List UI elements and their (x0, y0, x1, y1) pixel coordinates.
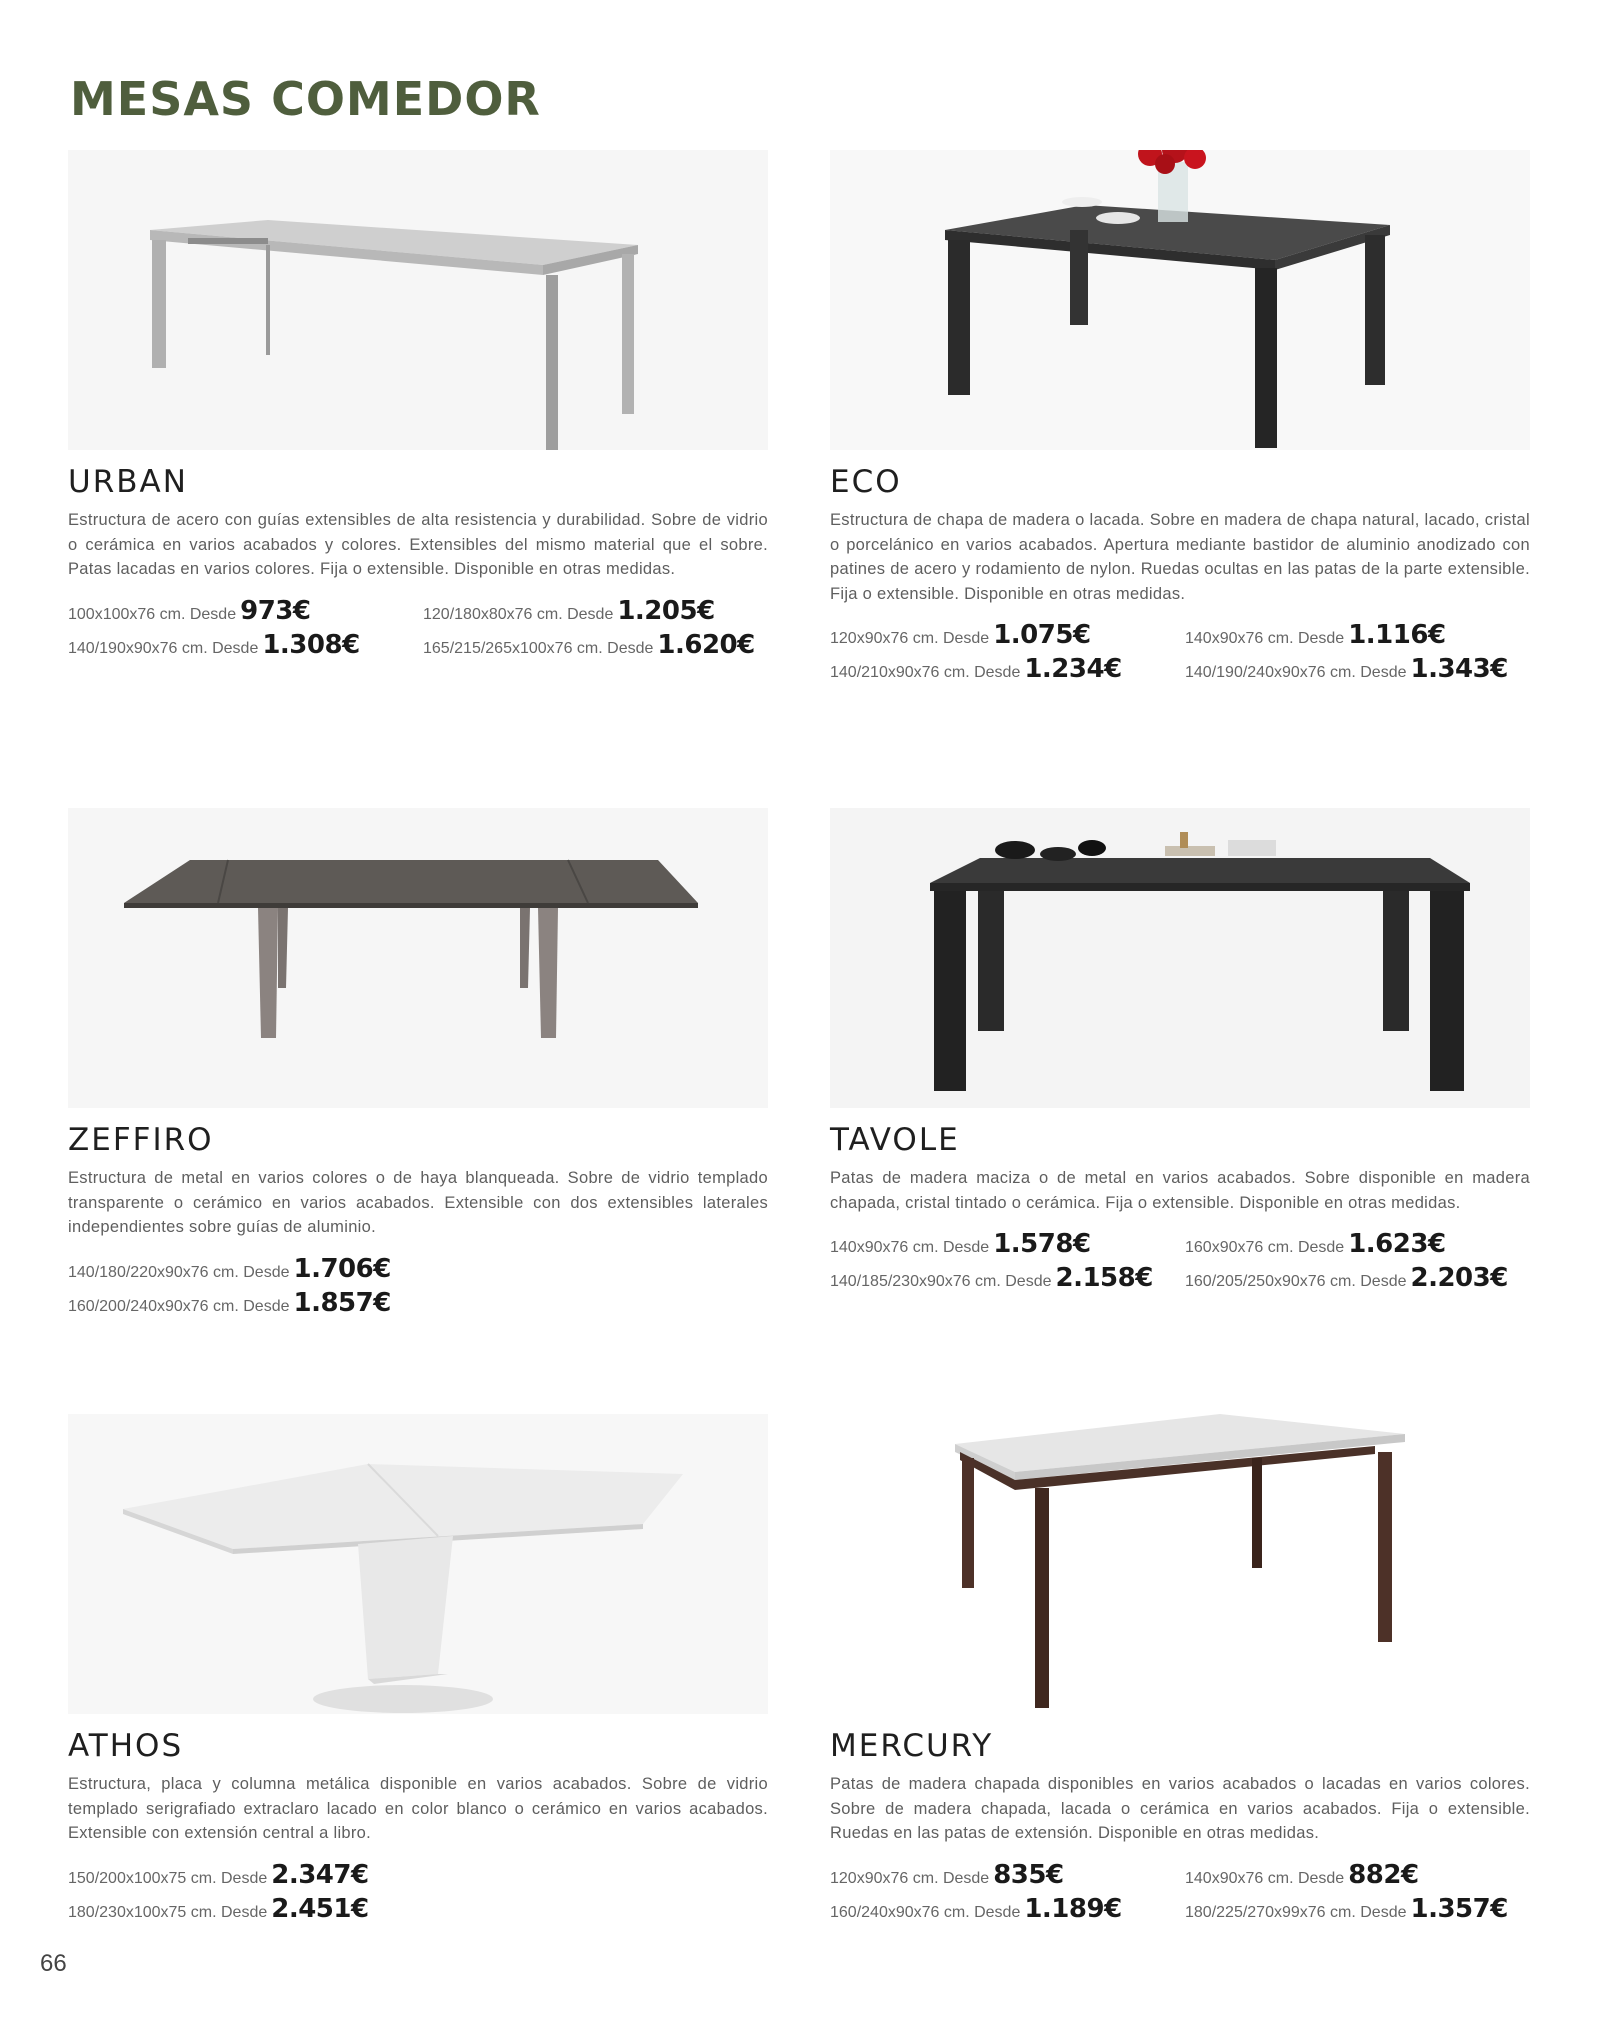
product-name: ECO (830, 464, 902, 500)
price-item: 120x90x76 cm. Desde 1.075€ (830, 620, 1091, 650)
price-amount: 1.205€ (617, 595, 715, 626)
mercury-table-image (830, 1414, 1530, 1714)
price-item: 160/240x90x76 cm. Desde 1.189€ (830, 1893, 1122, 1924)
price-item: 160/205/250x90x76 cm. Desde 2.203€ (1185, 1263, 1508, 1293)
price-item: 140/190x90x76 cm. Desde 1.308€ (68, 629, 360, 660)
product-athos[interactable] (68, 1414, 768, 1924)
price-amount: 1.857€ (293, 1287, 391, 1318)
price-list (68, 1860, 768, 1924)
price-item: 180/230x100x75 cm. Desde 2.451€ (68, 1893, 369, 1924)
product-mercury[interactable] (830, 1414, 1530, 1924)
price-item: 140/190/240x90x76 cm. Desde 1.343€ (1185, 654, 1508, 684)
product-eco[interactable] (830, 150, 1530, 684)
price-amount: 973€ (240, 595, 311, 626)
product-urban[interactable] (68, 150, 768, 660)
price-amount: 2.203€ (1410, 1263, 1508, 1293)
price-amount: 1.343€ (1410, 654, 1508, 684)
price-amount: 2.451€ (271, 1893, 369, 1924)
price-amount: 1.357€ (1410, 1893, 1508, 1924)
price-amount: 1.578€ (993, 1229, 1091, 1259)
athos-table-image (68, 1414, 768, 1714)
price-list (830, 620, 1530, 684)
product-description: Patas de madera maciza o de metal en varios acabados. Sobre disponible en madera chapada, cristal tintado o cerámica. Fija o extensible. Disponible en otras medidas. (830, 1169, 1530, 1212)
price-amount: 1.189€ (1024, 1893, 1122, 1924)
price-amount: 835€ (993, 1859, 1064, 1890)
price-item: 140/180/220x90x76 cm. Desde 1.706€ (68, 1253, 391, 1284)
price-amount: 1.620€ (657, 629, 755, 660)
page-title: MESAS COMEDOR (70, 72, 541, 126)
price-list (68, 1254, 768, 1318)
price-amount: 882€ (1348, 1859, 1419, 1890)
product-tavole[interactable] (830, 808, 1530, 1293)
tavole-table-image (830, 808, 1530, 1108)
price-amount: 2.158€ (1055, 1263, 1153, 1293)
product-name: ZEFFIRO (68, 1122, 214, 1158)
price-item: 140x90x76 cm. Desde 1.116€ (1185, 620, 1446, 650)
price-amount: 1.075€ (993, 620, 1091, 650)
page-number: 66 (40, 1950, 67, 1977)
price-list (68, 596, 768, 660)
price-amount: 1.706€ (293, 1253, 391, 1284)
price-amount: 1.116€ (1348, 620, 1446, 650)
price-list (830, 1860, 1530, 1924)
price-item: 160x90x76 cm. Desde 1.623€ (1185, 1229, 1446, 1259)
price-list (830, 1229, 1530, 1293)
price-item: 120x90x76 cm. Desde 835€ (830, 1859, 1064, 1890)
price-amount: 1.234€ (1024, 654, 1122, 684)
price-item: 140x90x76 cm. Desde 882€ (1185, 1859, 1419, 1890)
price-amount: 1.308€ (262, 629, 360, 660)
zeffiro-table-image (68, 808, 768, 1108)
price-item: 165/215/265x100x76 cm. Desde 1.620€ (423, 629, 755, 660)
product-name: TAVOLE (830, 1122, 960, 1158)
product-zeffiro[interactable] (68, 808, 768, 1318)
price-amount: 1.623€ (1348, 1229, 1446, 1259)
product-name: MERCURY (830, 1728, 994, 1764)
urban-table-image (68, 150, 768, 450)
price-item: 160/200/240x90x76 cm. Desde 1.857€ (68, 1287, 391, 1318)
product-description: Estructura de chapa de madera o lacada. Sobre en madera de chapa natural, lacado, cristal o porcelánico en varios acabados. Apertura mediante bastidor de aluminio anodizado con patines de acero y rodamiento de nylon. Ruedas ocultas en las patas de la parte extensible. Fija o extensible. Disponible en otras medidas. (830, 511, 1530, 603)
price-item: 140/210x90x76 cm. Desde 1.234€ (830, 654, 1122, 684)
product-description: Patas de madera chapada disponibles en varios acabados o lacadas en varios colores. Sobre de madera chapada, lacada o cerámica en varios acabados. Fija o extensible. Ruedas en las patas de extensión. Disponible en otras medidas. (830, 1775, 1530, 1842)
price-item: 100x100x76 cm. Desde 973€ (68, 595, 311, 626)
eco-table-image (830, 150, 1530, 450)
price-amount: 2.347€ (271, 1859, 369, 1890)
product-description: Estructura de metal en varios colores o de haya blanqueada. Sobre de vidrio templado transparente o cerámico en varios acabados. Extensible con dos extensibles laterales independientes sobre guías de aluminio. (68, 1169, 768, 1236)
price-item: 150/200x100x75 cm. Desde 2.347€ (68, 1859, 369, 1890)
price-item: 180/225/270x99x76 cm. Desde 1.357€ (1185, 1893, 1508, 1924)
price-item: 140/185/230x90x76 cm. Desde 2.158€ (830, 1263, 1153, 1293)
product-name: URBAN (68, 464, 188, 500)
product-name: ATHOS (68, 1728, 184, 1764)
product-description: Estructura de acero con guías extensibles de alta resistencia y durabilidad. Sobre de vidrio o cerámica en varios acabados y colores. Extensibles del mismo material que el sobre. Patas lacadas en varios colores. Fija o extensible. Disponible en otras medidas. (68, 511, 768, 578)
product-description: Estructura, placa y columna metálica disponible en varios acabados. Sobre de vidrio templado serigrafiado extraclaro lacado en color blanco o cerámico en varios acabados. Extensible con extensión central a libro. (68, 1775, 768, 1842)
price-item: 120/180x80x76 cm. Desde 1.205€ (423, 595, 715, 626)
price-item: 140x90x76 cm. Desde 1.578€ (830, 1229, 1091, 1259)
